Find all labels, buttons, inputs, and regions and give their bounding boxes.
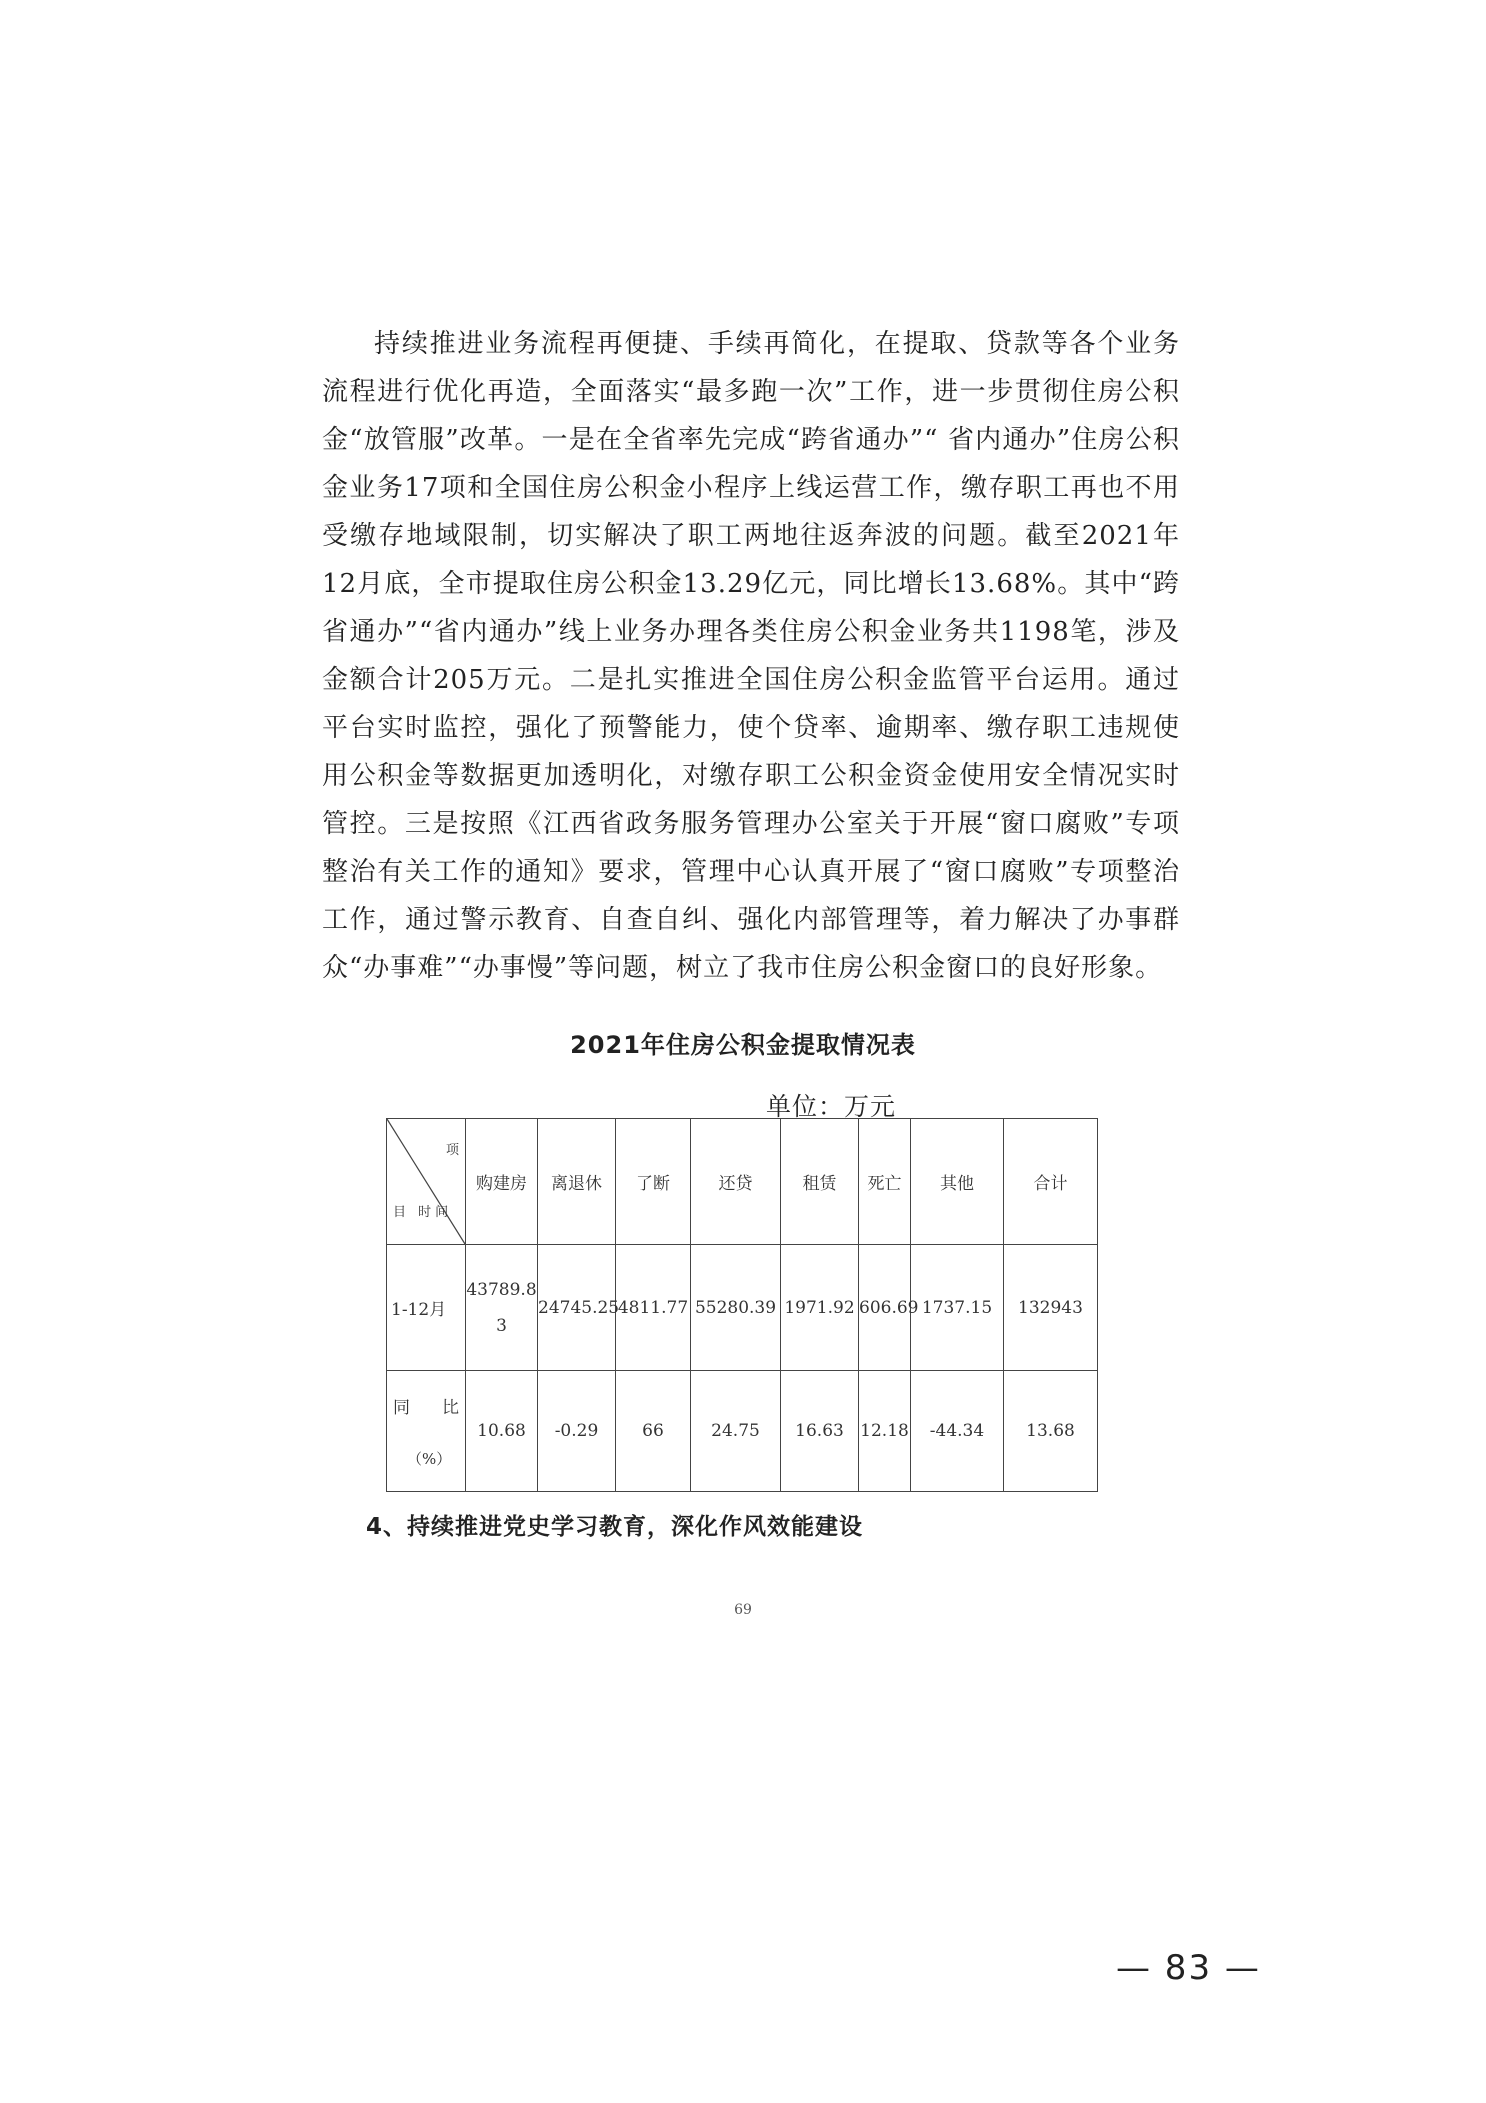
table-cell: 66 (616, 1371, 691, 1492)
table-cell: 24745.25 (538, 1245, 616, 1371)
corner-time-label: 目 时间 (393, 1205, 453, 1220)
inner-page-number: 69 (734, 1602, 752, 1618)
table-cell: 4811.77 (616, 1245, 691, 1371)
header-cell: 死亡 (859, 1119, 911, 1245)
header-cell: 购建房 (466, 1119, 538, 1245)
table-cell: -0.29 (538, 1371, 616, 1492)
table-cell: 10.68 (466, 1371, 538, 1492)
table-cell: 1971.92 (781, 1245, 859, 1371)
table-header-row (387, 1119, 1098, 1245)
row-label-yoy-a: 同 (393, 1398, 410, 1418)
header-cell: 离退休 (538, 1119, 616, 1245)
table-cell: 13.68 (1004, 1371, 1098, 1492)
table-cell: 43789.83 (466, 1245, 538, 1371)
diagonal-header-cell (387, 1119, 466, 1245)
row-label-yoy (387, 1371, 466, 1492)
header-cell: 还贷 (691, 1119, 781, 1245)
table-title: 2021年住房公积金提取情况表 (570, 1031, 916, 1059)
table-cell: 24.75 (691, 1371, 781, 1492)
section-heading: 4、持续推进党史学习教育，深化作风效能建设 (366, 1514, 864, 1540)
diagonal-line (387, 1119, 465, 1244)
header-cell: 合计 (1004, 1119, 1098, 1245)
header-cell: 其他 (911, 1119, 1004, 1245)
row-label-yoy-b: 比 (442, 1398, 459, 1418)
table-cell: 606.69 (859, 1245, 911, 1371)
withdrawal-table (386, 1118, 1098, 1492)
table-unit: 单位：万元 (766, 1092, 897, 1121)
page-number: — 83 — (1116, 1948, 1261, 1988)
table-cell: 16.63 (781, 1371, 859, 1492)
table-cell: 12.18 (859, 1371, 911, 1492)
table-row-yoy (387, 1371, 1098, 1492)
table-cell: 1737.15 (911, 1245, 1004, 1371)
body-paragraph: 持续推进业务流程再便捷、手续再简化，在提取、贷款等各个业务流程进行优化再造，全面落实“最多跑一次”工作，进一步贯彻住房公积金“放管服”改革。一是在全省率先完成“跨省通办”“ 省内通办”住房公积金业务17项和全国住房公积金小程序上线运营工作，缴存职工再也不用受缴存地域限制，切实解决了职工两地往返奔波的问题。截至2021年12月底，全市提取住房公积金13.29亿元，同比增长13.68%。其中“跨省通办”“省内通办”线上业务办理各类住房公积金业务共1198笔，涉及金额合计205万元。二是扎实推进全国住房公积金监管平台运用。通过平台实时监控，强化了预警能力，使个贷率、逾期率、缴存职工违规使用公积金等数据更加透明化，对缴存职工公积金资金使用安全情况实时管控。三是按照《江西省政务服务管理办公室关于开展“窗口腐败”专项整治有关工作的通知》要求，管理中心认真开展了“窗口腐败”专项整治工作，通过警示教育、自查自纠、强化内部管理等，着力解决了办事群众“办事难”“办事慢”等问题，树立了我市住房公积金窗口的良好形象。 (322, 329, 1180, 983)
corner-item-label: 项 (445, 1143, 459, 1158)
row-label-period: 1-12月 (387, 1245, 466, 1371)
table-cell: 132943 (1004, 1245, 1098, 1371)
table-cell: 55280.39 (691, 1245, 781, 1371)
header-cell: 了断 (616, 1119, 691, 1245)
row-label-yoy-unit: （%） (407, 1450, 452, 1468)
table-row-amount (387, 1245, 1098, 1371)
table-cell: -44.34 (911, 1371, 1004, 1492)
header-cell: 租赁 (781, 1119, 859, 1245)
